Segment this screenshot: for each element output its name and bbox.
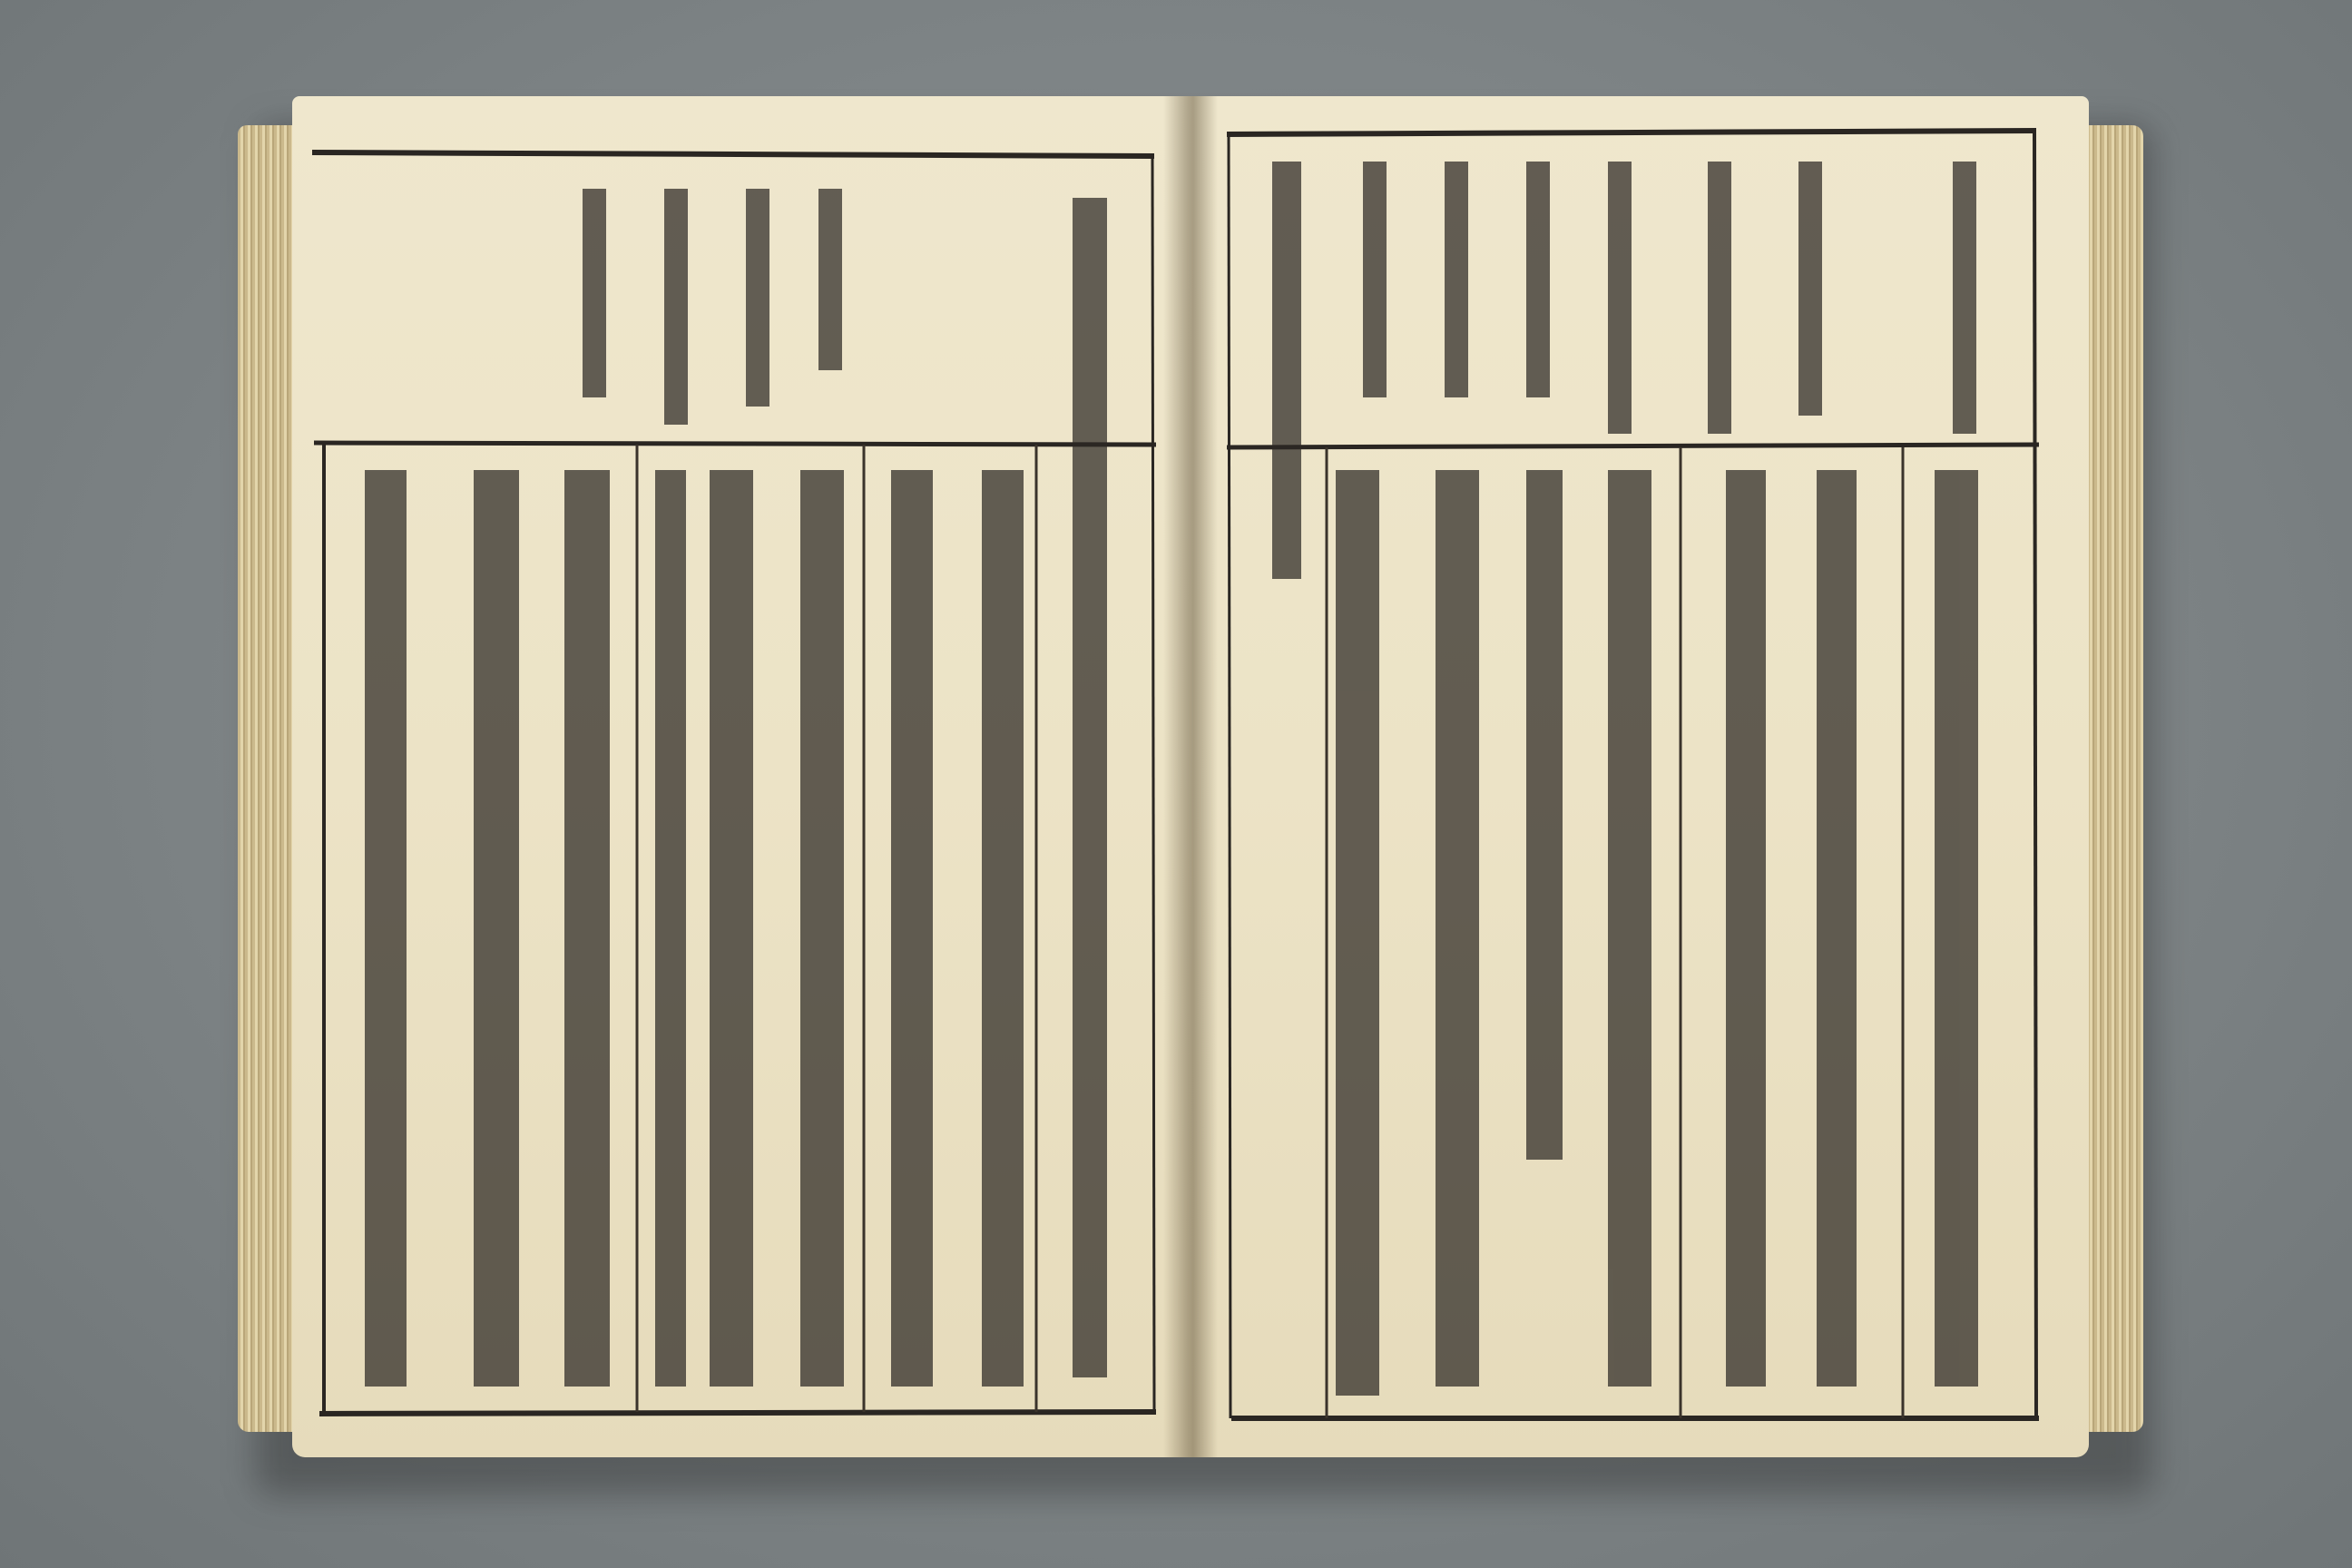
printed-layout: [238, 89, 2143, 1477]
open-book: [238, 89, 2143, 1477]
text-columns: [365, 162, 1978, 1396]
